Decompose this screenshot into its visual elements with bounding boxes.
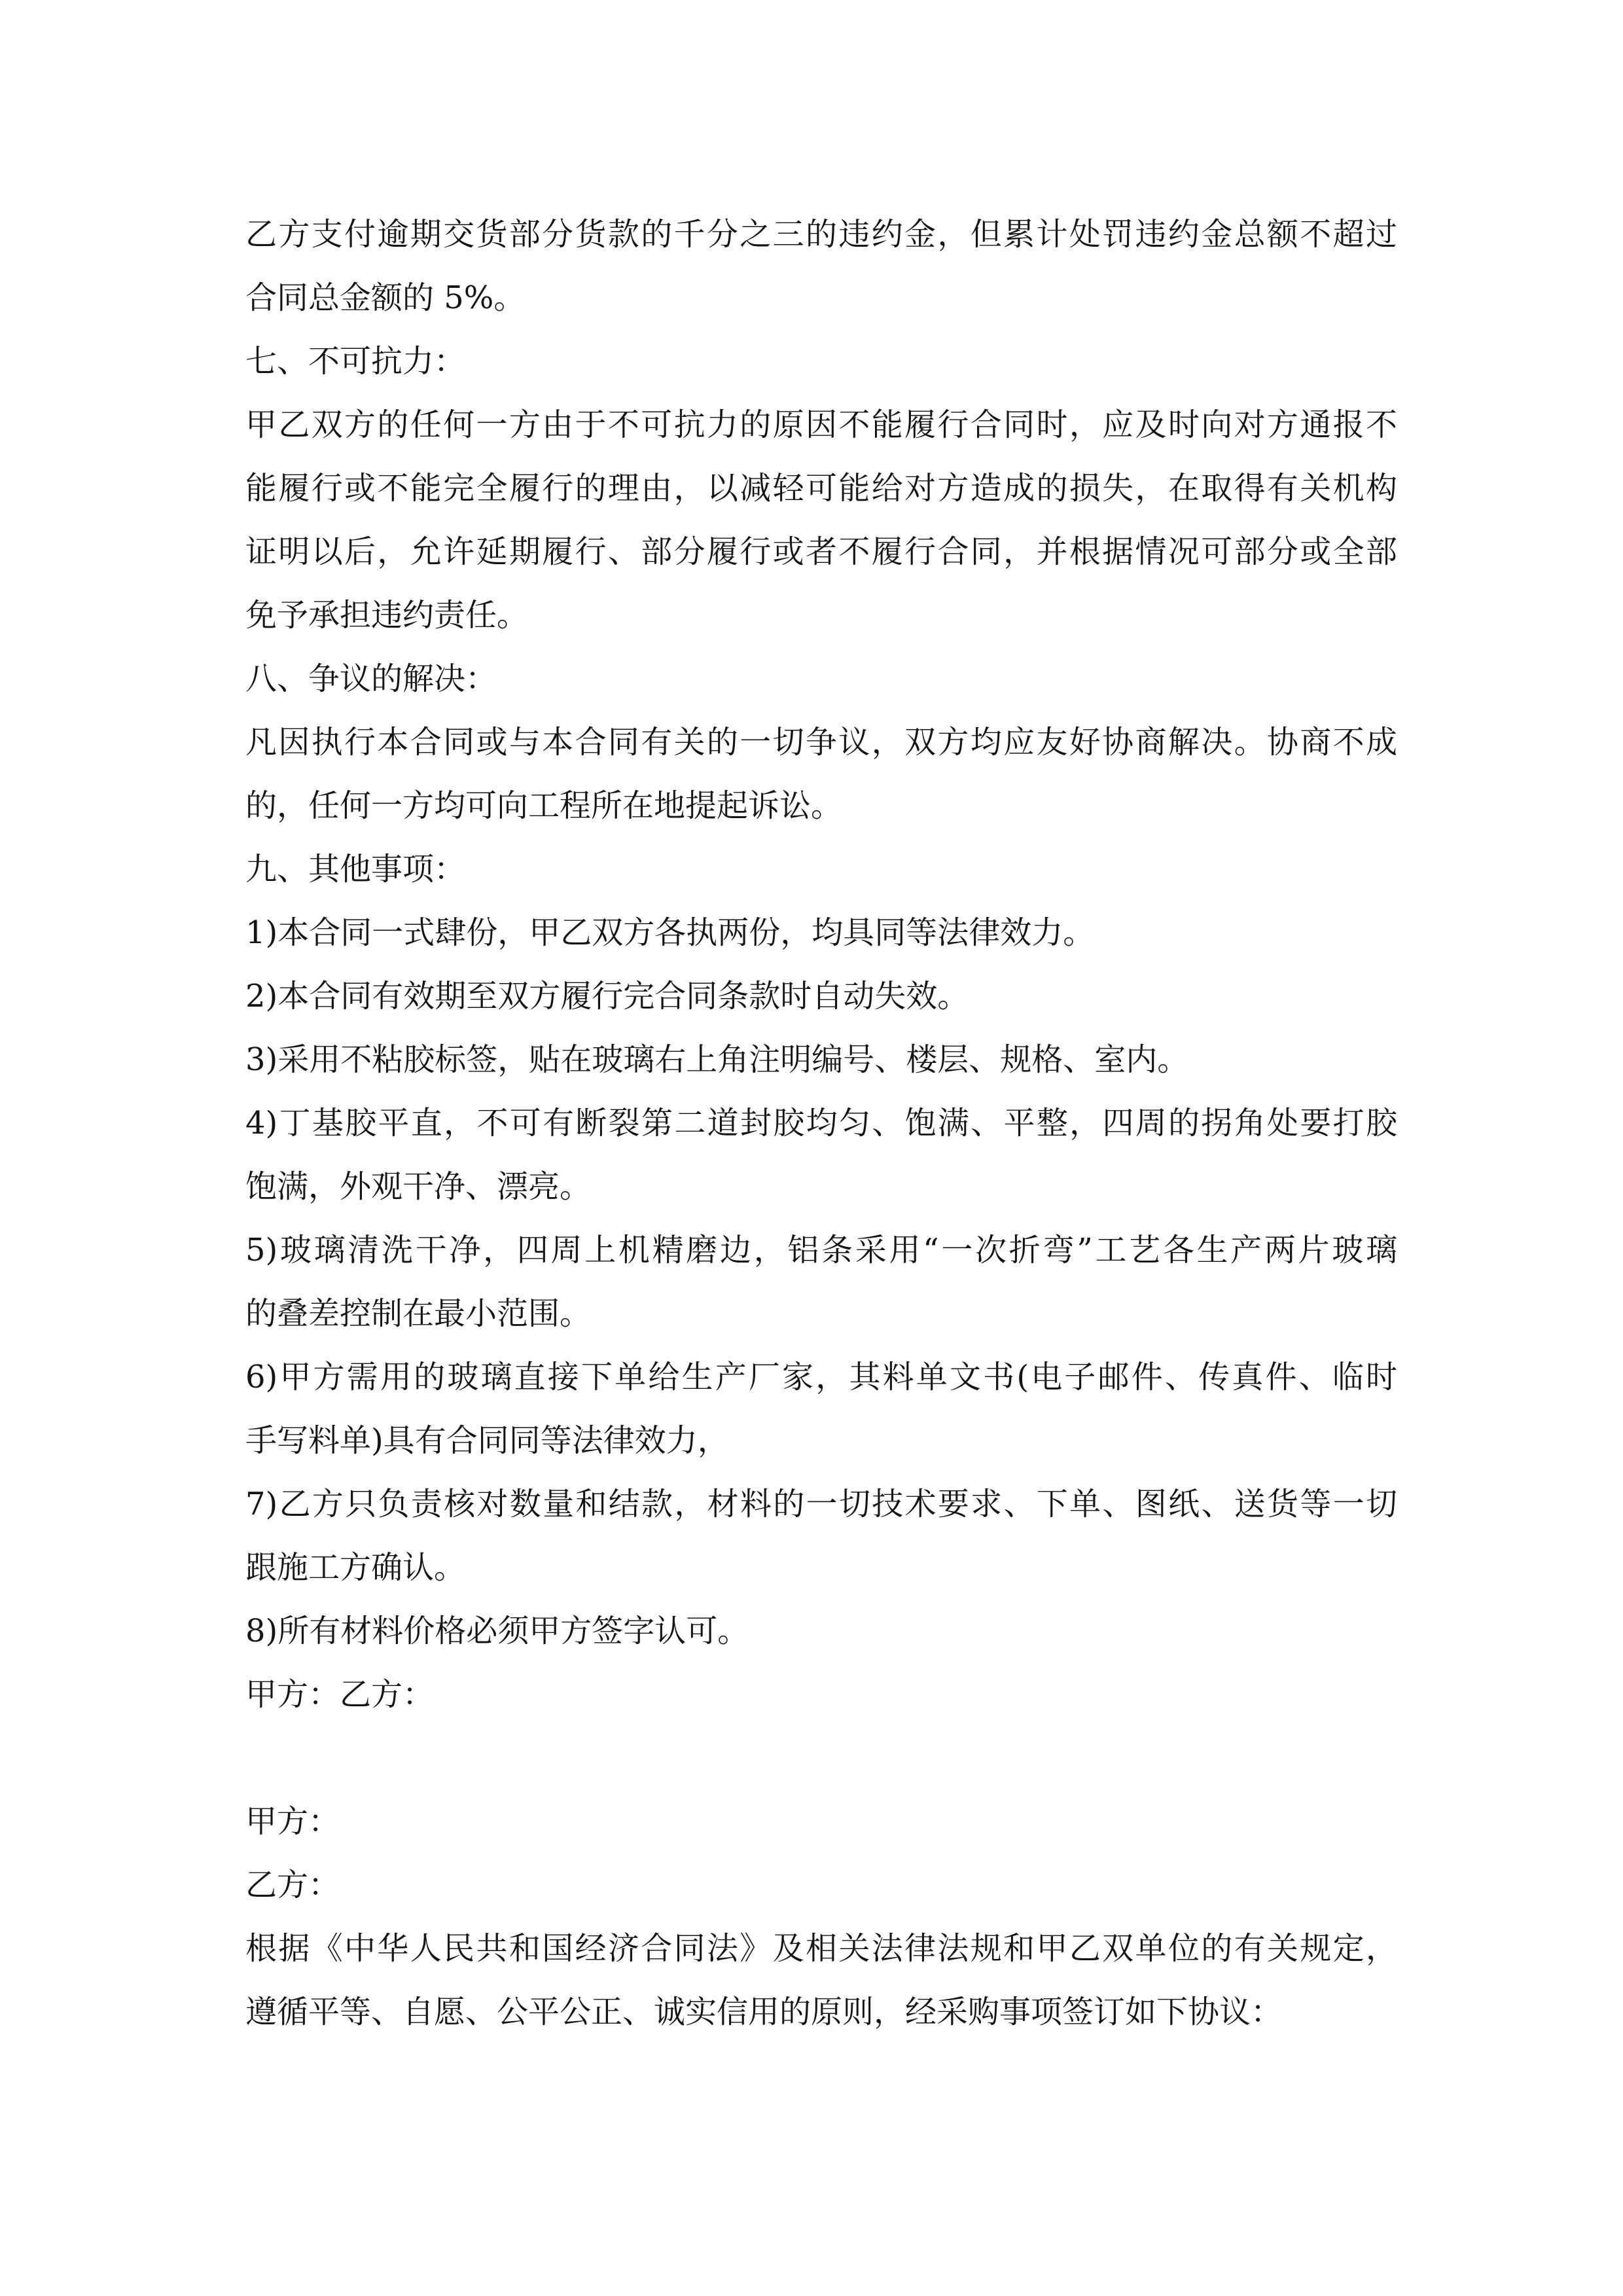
preamble-line: 遵循平等、自愿、公平公正、诚实信用的原则，经采购事项签订如下协议： <box>245 1994 1283 2030</box>
paragraph-line: 证明以后，允许延期履行、部分履行或者不履行合同，并根据情况可部分或全部 <box>245 533 1397 570</box>
party-a-label: 甲方： <box>245 1803 340 1840</box>
list-item-5: 5)玻璃清洗干净，四周上机精磨边，铝条采用“一次折弯”工艺各生产两片玻璃 <box>245 1232 1397 1268</box>
list-item-6: 6)甲方需用的玻璃直接下单给生产厂家，其料单文书(电子邮件、传真件、临时 <box>245 1359 1397 1395</box>
section-heading-other-matters: 九、其他事项： <box>245 851 466 888</box>
section-heading-dispute-resolution: 八、争议的解决： <box>245 660 497 697</box>
list-item-8: 8)所有材料价格必须甲方签字认可。 <box>245 1613 749 1649</box>
paragraph-line: 凡因执行本合同或与本合同有关的一切争议，双方均应友好协商解决。协商不成 <box>245 724 1397 761</box>
list-item-2: 2)本合同有效期至双方履行完合同条款时自动失效。 <box>245 978 969 1014</box>
contract-body <box>245 203 1397 2044</box>
paragraph-line: 乙方支付逾期交货部分货款的千分之三的违约金，但累计处罚违约金总额不超过 <box>245 216 1397 253</box>
list-item-7-continued: 跟施工方确认。 <box>245 1549 466 1586</box>
preamble-line: 根据《中华人民共和国经济合同法》及相关法律法规和甲乙双单位的有关规定， <box>245 1930 1397 1967</box>
list-item-5-continued: 的叠差控制在最小范围。 <box>245 1295 592 1332</box>
section-heading-force-majeure: 七、不可抗力： <box>245 343 466 380</box>
list-item-3: 3)采用不粘胶标签，贴在玻璃右上角注明编号、楼层、规格、室内。 <box>245 1041 1189 1078</box>
list-item-1: 1)本合同一式肆份，甲乙双方各执两份，均具同等法律效力。 <box>245 914 1095 951</box>
paragraph-line: 甲乙双方的任何一方由于不可抗力的原因不能履行合同时，应及时向对方通报不 <box>245 406 1397 443</box>
list-item-4: 4)丁基胶平直，不可有断裂第二道封胶均匀、饱满、平整，四周的拐角处要打胶 <box>245 1105 1397 1141</box>
signature-parties-line: 甲方：乙方： <box>245 1676 435 1713</box>
paragraph-line: 能履行或不能完全履行的理由，以减轻可能给对方造成的损失，在取得有关机构 <box>245 470 1397 507</box>
blank-spacer <box>245 1727 1397 1790</box>
paragraph-line: 的，任何一方均可向工程所在地提起诉讼。 <box>245 787 843 824</box>
list-item-4-continued: 饱满，外观干净、漂亮。 <box>245 1168 592 1205</box>
list-item-6-continued: 手写料单)具有合同同等法律效力， <box>245 1422 729 1459</box>
party-b-label: 乙方： <box>245 1867 340 1903</box>
paragraph-line: 合同总金额的 5%。 <box>245 279 526 316</box>
list-item-7: 7)乙方只负责核对数量和结款，材料的一切技术要求、下单、图纸、送货等一切 <box>245 1486 1397 1522</box>
paragraph-line: 免予承担违约责任。 <box>245 597 529 634</box>
